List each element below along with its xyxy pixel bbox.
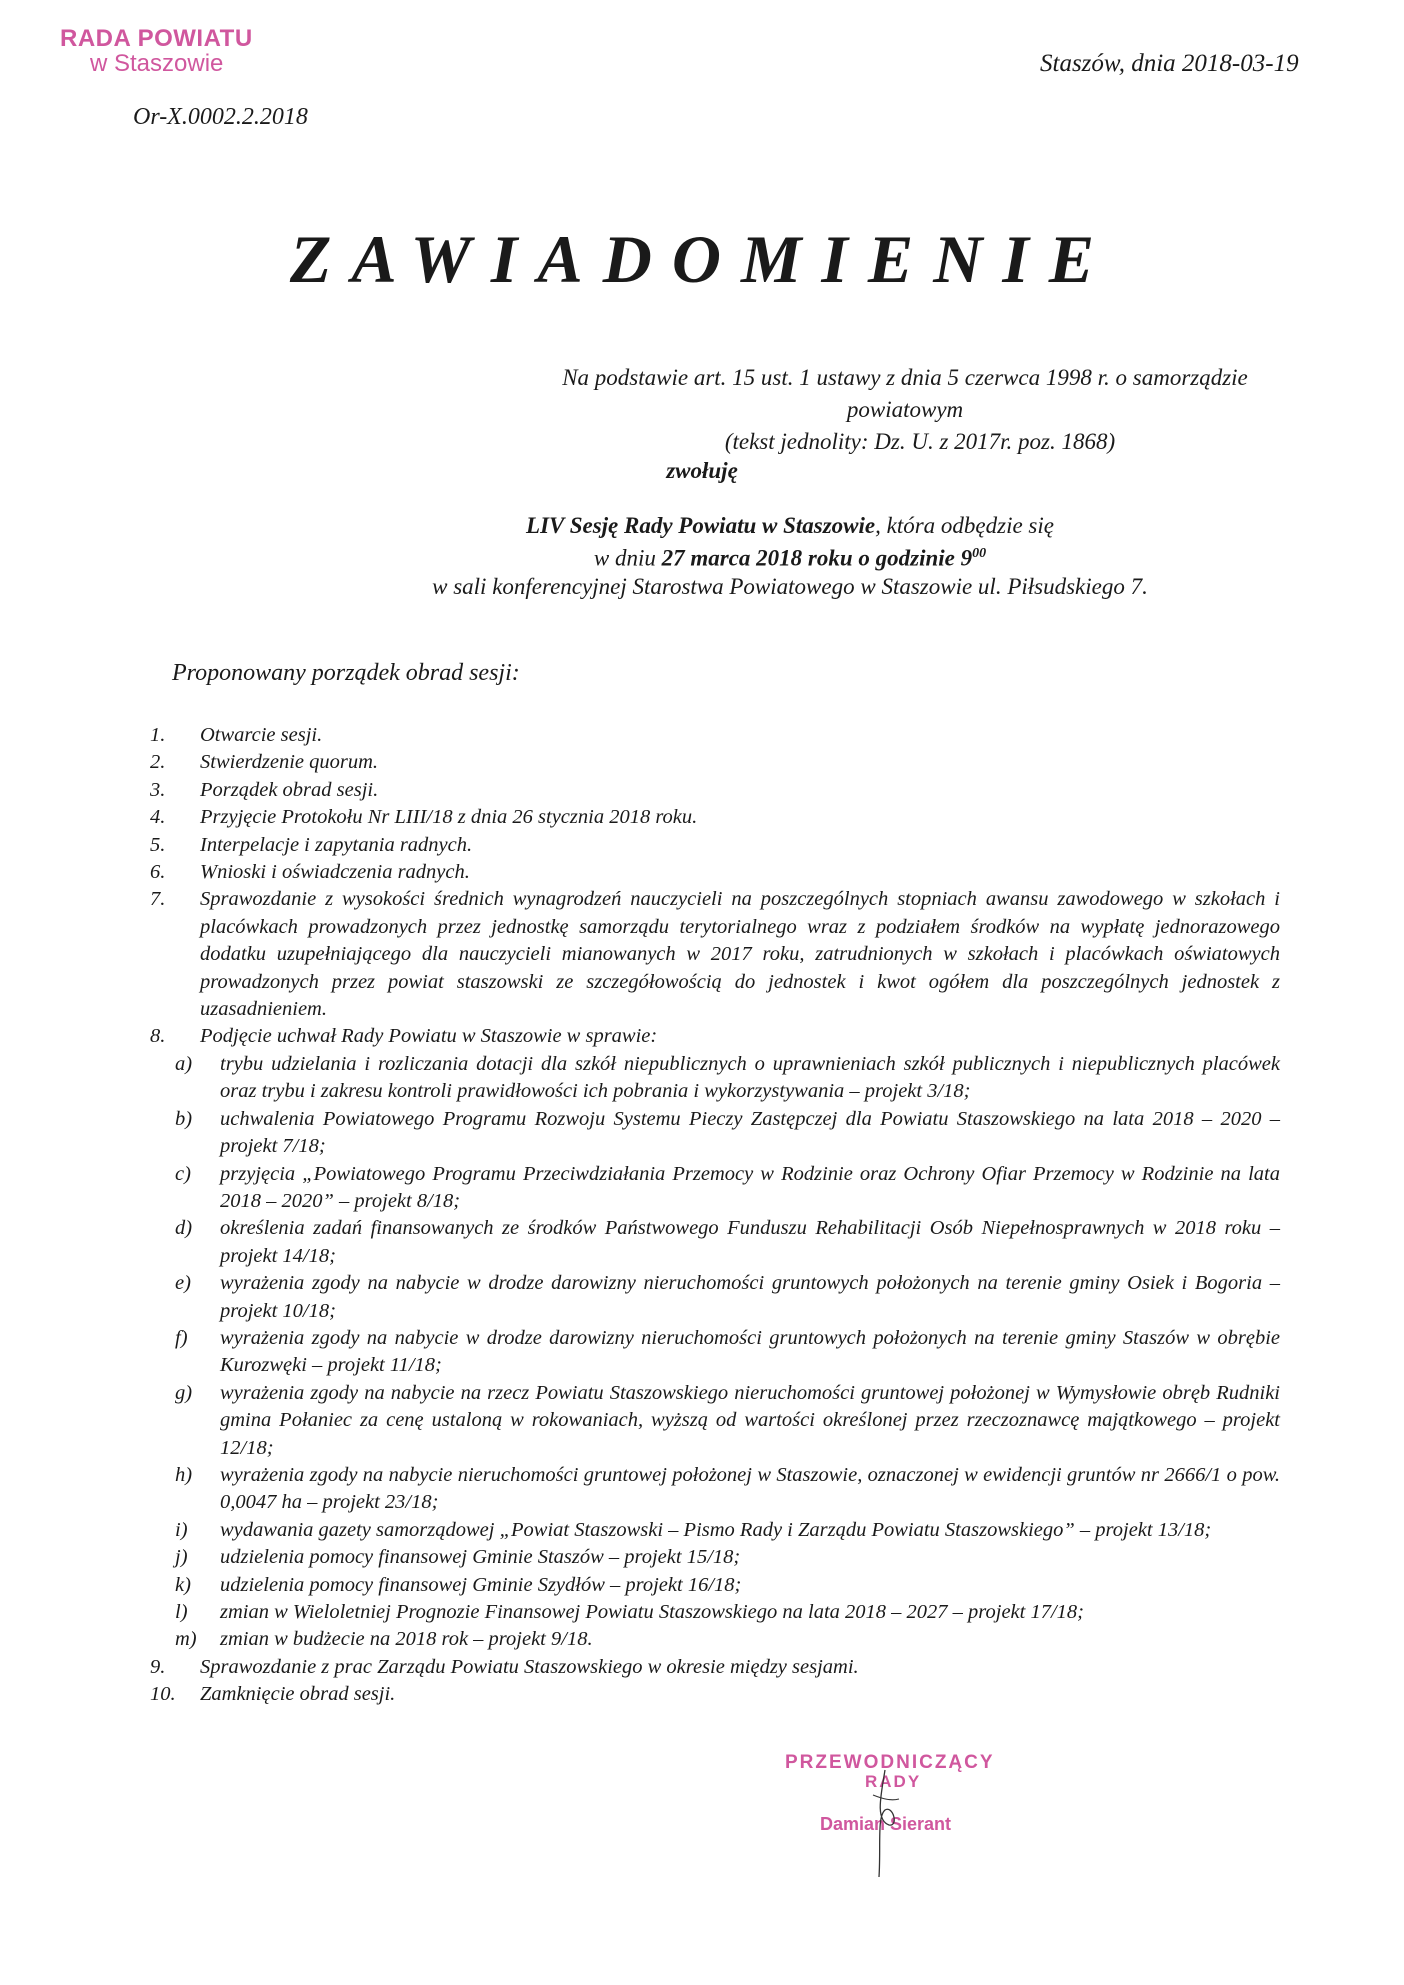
item-text: trybu udzielania i rozliczania dotacji dla szkół niepublicznych o uprawnieniach szkół publicznych i niepublicznych placówek oraz trybu i zakresu kontroli prawidłowości ich pobrania i wykorzystywania – projekt 3/18; [220, 1052, 1280, 1103]
resolution-item [0, 1051, 1404, 1106]
item-letter: i) [175, 1518, 188, 1541]
item-text: zmian w budżecie na 2018 rok – projekt 9/18. [220, 1628, 593, 1651]
item-letter: b) [175, 1107, 193, 1130]
item-letter: m) [175, 1628, 197, 1651]
session-date-line [340, 540, 1240, 573]
resolution-item [0, 1599, 1404, 1626]
legal-basis [560, 362, 1280, 458]
item-letter: f) [175, 1326, 188, 1349]
item-number: 8. [150, 1025, 166, 1048]
item-number: 5. [150, 833, 166, 856]
agenda-item [0, 722, 1404, 749]
item-text: wyrażenia zgody na nabycie w drodze darowizny nieruchomości gruntowych położonych na terenie gminy Osiek i Bogoria – projekt 10/18; [220, 1272, 1280, 1322]
session-name: LIV Sesję Rady Powiatu w Staszowie [526, 513, 876, 538]
item-text: Przyjęcie Protokołu Nr LIII/18 z dnia 26 stycznia 2018 roku. [200, 806, 698, 829]
agenda-item [0, 777, 1404, 804]
agenda-item [0, 749, 1404, 776]
resolution-item [0, 1626, 1404, 1653]
item-letter: c) [175, 1162, 191, 1185]
item-text: Sprawozdanie z wysokości średnich wynagrodzeń nauczycieli na poszczególnych stopniach awansu zawodowego w szkołach i placówkach prowadzonych przez jednostkę samorządu terytorialnego wraz z podziałem środków na wypłatę jednorazowego dodatku uzupełniającego dla nauczycieli mianowanych w 2017 roku, zatrudnionych w szkołach i placówkach oświatowych prowadzonych przez powiat staszowski ze szczegółowością do jednostek i kwot ogółem dla poszczególnych jednostek z uzasadnieniem. [200, 888, 1280, 1021]
item-text: Stwierdzenie quorum. [200, 751, 379, 774]
item-text: zmian w Wieloletniej Prognozie Finansowej Powiatu Staszowskiego na lata 2018 – 2027 – projekt 17/18; [220, 1601, 1084, 1623]
agenda-heading: Proponowany porządek obrad sesji: [172, 660, 520, 686]
item-letter: j) [175, 1546, 188, 1569]
legal-basis-line-2: (tekst jednolity: Dz. U. z 2017r. poz. 1868) [724, 429, 1116, 454]
agenda-item [0, 804, 1404, 831]
session-location: w sali konferencyjnej Starostwa Powiatowego w Staszowie ul. Piłsudskiego 7. [432, 573, 1148, 599]
agenda-item [0, 1681, 1404, 1708]
convene-word: zwołuję [666, 458, 738, 483]
resolution-item [0, 1572, 1404, 1599]
item-number: 10. [150, 1683, 176, 1706]
agenda-list [0, 722, 1404, 1709]
resolution-item [0, 1462, 1404, 1517]
stamp-line-2: w Staszowie [90, 50, 224, 78]
item-letter: a) [175, 1052, 193, 1075]
session-name-rest: , która odbędzie się [875, 513, 1054, 538]
item-letter: l) [175, 1601, 188, 1623]
signature-name: Damian Sierant [820, 1814, 952, 1834]
item-text: udzielenia pomocy finansowej Gminie Staszów – projekt 15/18; [220, 1546, 741, 1569]
item-number: 9. [150, 1655, 166, 1678]
item-text: Otwarcie sesji. [200, 724, 323, 746]
item-text: wyrażenia zgody na nabycie na rzecz Powiatu Staszowskiego nieruchomości gruntowej położonej w Wymysłowie obręb Rudniki gmina Połaniec za cenę ustaloną w rokowaniach, wyższą od wartości określonej przez rzeczoznawcę majątkowego – projekt 12/18; [220, 1381, 1280, 1459]
item-text: określenia zadań finansowanych ze środków Państwowego Funduszu Rehabilitacji Osób Niepełnosprawnych w 2018 roku – projekt 14/18; [220, 1217, 1280, 1267]
page-title: ZAWIADOMIENIE [289, 221, 1115, 297]
item-text: Porządek obrad sesji. [200, 778, 379, 801]
item-text: Podjęcie uchwał Rady Powiatu w Staszowie w sprawie: [200, 1025, 658, 1048]
item-text: wyrażenia zgody na nabycie nieruchomości gruntowej położonej w Staszowie, oznaczonej w ewidencji gruntów nr 2666/1 o pow. 0,0047 ha – projekt 23/18; [220, 1463, 1280, 1514]
session-date: 27 marca 2018 roku o godzinie 9 [661, 545, 973, 571]
agenda-item [0, 886, 1404, 1023]
item-number: 4. [150, 806, 166, 829]
item-text: uchwalenia Powiatowego Programu Rozwoju Systemu Pieczy Zastępczej dla Powiatu Staszowskiego na lata 2018 – 2020 – projekt 7/18; [220, 1107, 1280, 1158]
resolution-item [0, 1270, 1404, 1325]
signature-title-1: PRZEWODNICZĄCY [785, 1752, 995, 1773]
resolution-item [0, 1517, 1404, 1544]
session-name-line [340, 512, 1240, 540]
session-time-minutes: 00 [972, 546, 987, 561]
item-number: 2. [150, 751, 166, 774]
item-text: wydawania gazety samorządowej „Powiat Staszowski – Pismo Rady i Zarządu Powiatu Staszowskiego” – projekt 13/18; [220, 1518, 1212, 1541]
stamp-line-1: RADA POWIATU [60, 25, 253, 52]
resolution-item [0, 1161, 1404, 1216]
session-date-prefix: w dniu [593, 545, 662, 571]
session-info [340, 512, 1240, 601]
item-number: 1. [150, 724, 166, 746]
resolution-item [0, 1380, 1404, 1462]
resolution-item [0, 1106, 1404, 1161]
document-date: Staszów, dnia 2018-03-19 [1040, 50, 1299, 77]
handwritten-signature [855, 1765, 915, 1885]
agenda-item [0, 1023, 1404, 1050]
resolution-item [0, 1325, 1404, 1380]
item-letter: e) [175, 1272, 191, 1295]
item-number: 7. [150, 888, 166, 911]
item-letter: k) [175, 1573, 191, 1596]
item-text: udzielenia pomocy finansowej Gminie Szydłów – projekt 16/18; [220, 1573, 742, 1596]
item-text: przyjęcia „Powiatowego Programu Przeciwdziałania Przemocy w Rodzinie oraz Ochrony Ofiar Przemocy w Rodzinie na lata 2018 – 2020” – projekt 8/18; [220, 1162, 1280, 1212]
item-text: Wnioski i oświadczenia radnych. [200, 861, 470, 884]
council-stamp [60, 26, 253, 76]
agenda-item [0, 1654, 1404, 1681]
item-text: Interpelacje i zapytania radnych. [200, 833, 473, 856]
item-letter: g) [175, 1381, 193, 1404]
signature-title-2: RADY [865, 1772, 922, 1791]
item-text: wyrażenia zgody na nabycie w drodze darowizny nieruchomości gruntowych położonych na terenie gminy Staszów w obrębie Kurozwęki – projekt 11/18; [220, 1326, 1280, 1377]
item-number: 3. [150, 778, 166, 801]
reference-number: Or-X.0002.2.2018 [133, 104, 308, 130]
item-letter: h) [175, 1463, 193, 1486]
resolution-item [0, 1215, 1404, 1270]
agenda-item [0, 832, 1404, 859]
item-letter: d) [175, 1217, 193, 1240]
legal-basis-line-1: Na podstawie art. 15 ust. 1 ustawy z dnia 5 czerwca 1998 r. o samorządzie powiatowym [562, 365, 1248, 422]
item-text: Sprawozdanie z prac Zarządu Powiatu Staszowskiego w okresie między sesjami. [200, 1655, 859, 1678]
item-number: 6. [150, 861, 166, 884]
item-text: Zamknięcie obrad sesji. [200, 1683, 396, 1706]
resolution-item [0, 1544, 1404, 1571]
agenda-item [0, 859, 1404, 886]
